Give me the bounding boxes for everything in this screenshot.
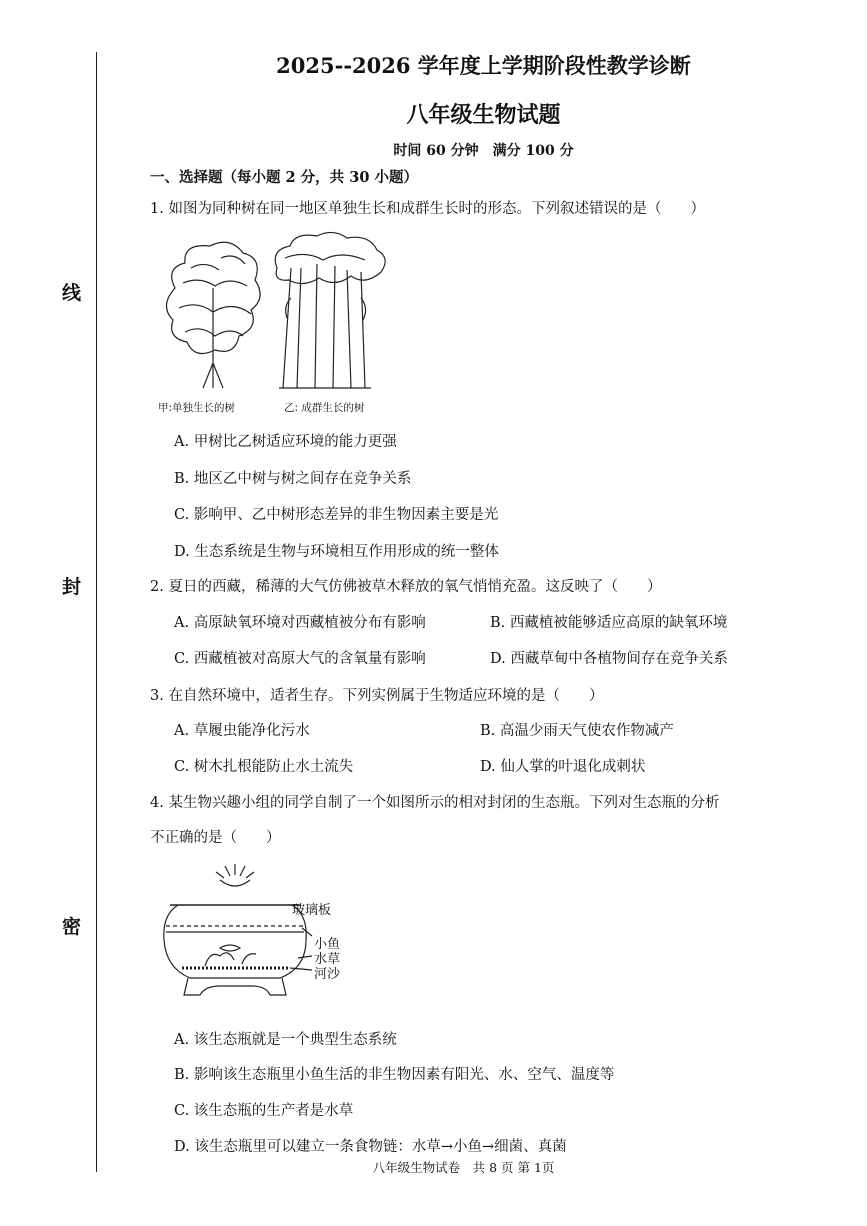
page-footer: 八年级生物试卷 共 8 页 第 1页 bbox=[372, 1160, 555, 1175]
question-3-stem: 3. 在自然环境中，适者生存。下列实例属于生物适应环境的是（ ） bbox=[150, 688, 604, 704]
q1-option-b: B. 地区乙中树与树之间存在竞争关系 bbox=[174, 471, 412, 487]
question-4-stem: 4. 某生物兴趣小组的同学自制了一个如图所示的相对封闭的生态瓶。下列对生态瓶的分析 bbox=[150, 795, 720, 811]
q1-option-d: D. 生态系统是生物与环境相互作用形成的统一整体 bbox=[174, 544, 499, 560]
caption-single-tree: 甲:单独生长的树 bbox=[158, 402, 236, 414]
binding-line bbox=[96, 52, 97, 1172]
q1-option-a: A. 甲树比乙树适应环境的能力更强 bbox=[174, 434, 397, 450]
exam-title: 2025--2026 学年度上学期阶段性教学诊断 bbox=[276, 53, 691, 78]
question-1-stem: 1. 如图为同种树在同一地区单独生长和成群生长时的形态。下列叙述错误的是（ ） bbox=[150, 201, 705, 217]
q2-option-b: B. 西藏植被能够适应高原的缺氧环境 bbox=[490, 615, 728, 631]
label-small-fish: 小鱼 bbox=[314, 937, 341, 952]
q3-option-a: A. 草履虫能净化污水 bbox=[174, 723, 310, 739]
section-heading: 一、选择题（每小题 2 分，共 30 小题） bbox=[150, 169, 418, 186]
ecobottle-figure bbox=[160, 860, 330, 1000]
q2-option-c: C. 西藏植被对高原大气的含氧量有影响 bbox=[174, 651, 426, 667]
sun-icon bbox=[216, 864, 254, 886]
single-tree-drawing bbox=[166, 242, 260, 388]
q3-option-d: D. 仙人掌的叶退化成刺状 bbox=[480, 759, 646, 775]
label-glass-plate: 玻璃板 bbox=[292, 903, 332, 918]
tree-figure bbox=[155, 228, 395, 398]
q4-option-a: A. 该生态瓶就是一个典型生态系统 bbox=[174, 1032, 397, 1048]
q1-option-c: C. 影响甲、乙中树形态差异的非生物因素主要是光 bbox=[174, 507, 499, 523]
exam-meta: 时间 60 分钟 满分 100 分 bbox=[393, 143, 574, 159]
question-2-stem: 2. 夏日的西藏，稀薄的大气仿佛被草木释放的氧气悄悄充盈。这反映了（ ） bbox=[150, 579, 662, 595]
margin-label-line: 线 bbox=[62, 282, 82, 304]
question-4-stem-line2: 不正确的是（ ） bbox=[150, 830, 281, 846]
margin-label-secret: 密 bbox=[62, 916, 82, 938]
caption-group-trees: 乙: 成群生长的树 bbox=[284, 402, 365, 414]
label-water-plant: 水草 bbox=[314, 952, 341, 967]
q4-option-d: D. 该生态瓶里可以建立一条食物链：水草→小鱼→细菌、真菌 bbox=[174, 1139, 567, 1155]
group-trees-drawing bbox=[275, 232, 385, 388]
exam-subtitle: 八年级生物试题 bbox=[406, 102, 561, 128]
q2-option-a: A. 高原缺氧环境对西藏植被分布有影响 bbox=[174, 615, 426, 631]
margin-label-seal: 封 bbox=[62, 576, 82, 598]
q3-option-c: C. 树木扎根能防止水土流失 bbox=[174, 759, 354, 775]
label-river-sand: 河沙 bbox=[314, 967, 341, 982]
q4-option-b: B. 影响该生态瓶里小鱼生活的非生物因素有阳光、水、空气、温度等 bbox=[174, 1067, 615, 1083]
q3-option-b: B. 高温少雨天气使农作物减产 bbox=[480, 723, 674, 739]
q2-option-d: D. 西藏草甸中各植物间存在竞争关系 bbox=[490, 651, 728, 667]
q4-option-c: C. 该生态瓶的生产者是水草 bbox=[174, 1103, 354, 1119]
